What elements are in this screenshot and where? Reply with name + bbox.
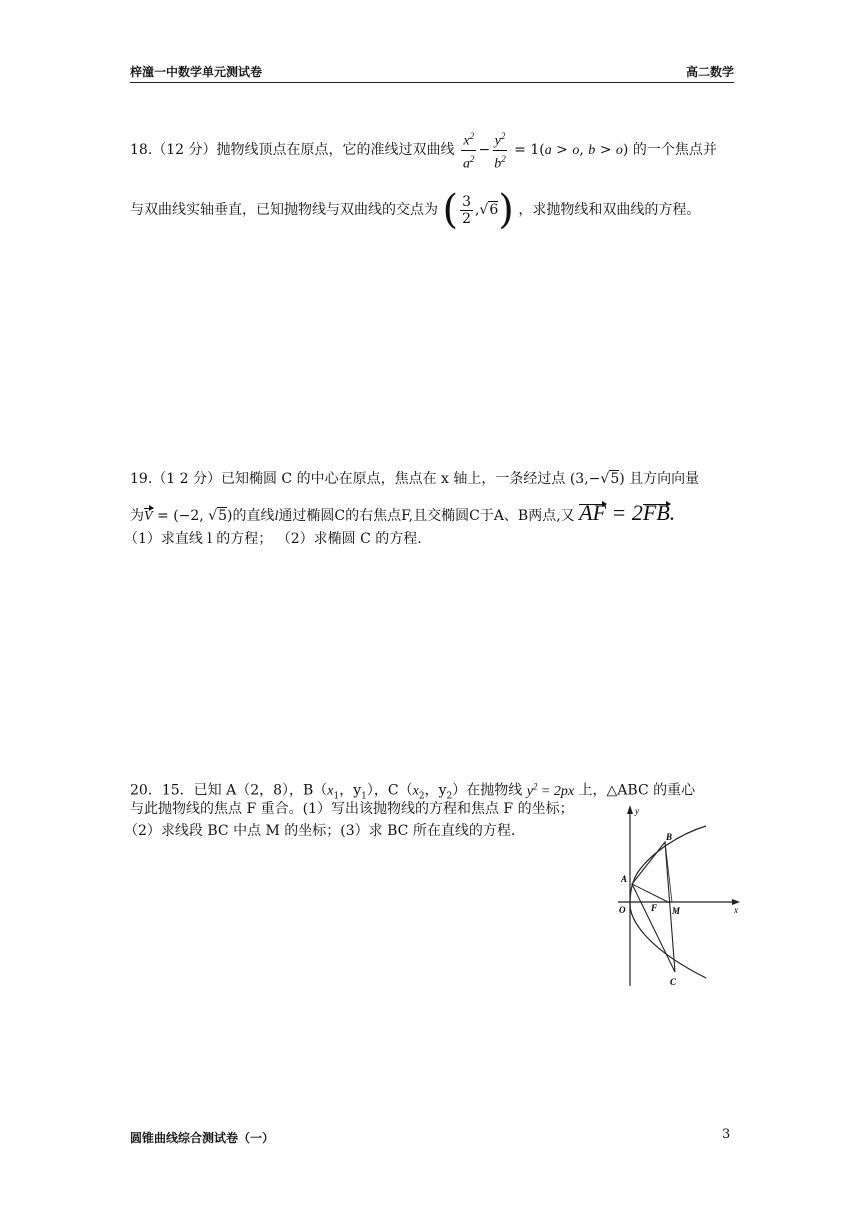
header-rule [130, 82, 734, 83]
q18-suffix: 的一个焦点并 [632, 142, 717, 159]
question-20-line-1: 20．15．已知 A（2，8），$B(x_1$，$y_1$），$C(x_2$，$y_2$）在抛物线 $y^2 = 2px$ 上，△ABC 的重心 [130, 781, 696, 802]
q20-mid2: ），C（ [366, 782, 413, 799]
q20-mid3: ，y [424, 782, 447, 799]
q19-line2-a: 为 [130, 508, 144, 524]
q18-line2-prefix: 与双曲线实轴垂直，已知抛物线与双曲线的交点为 [130, 202, 438, 218]
question-18-line-1 [130, 128, 717, 172]
parabola-figure [610, 800, 760, 990]
label-x: x [734, 905, 738, 915]
footer-left: 圆锥曲线综合测试卷（一） [130, 1131, 275, 1145]
vector-equation: AF = 2FB. [579, 500, 676, 525]
label-f: F [651, 903, 658, 913]
label-m: M [672, 906, 681, 916]
header-left: 梓潼一中数学单元测试卷 [130, 65, 263, 79]
question-20-line-2: 与此抛物线的焦点 F 重合。(1）写出该抛物线的方程和焦点 F 的坐标； [130, 801, 574, 817]
q20-suffix: 上，△ABC 的重心 [578, 782, 696, 799]
parabola-equation: $y^2 = 2px$ [526, 781, 575, 799]
q18-line2-suffix: ，求抛物线和双曲线的方程。 [518, 202, 701, 218]
label-y: y [635, 806, 639, 816]
question-19-line-3: （1）求直线 l 的方程； （2）求椭圆 C 的方程. [124, 531, 422, 547]
q18-prefix: 18.（12 分）抛物线顶点在原点，它的准线过双曲线 [130, 142, 455, 159]
header-right: 高二数学 [685, 65, 734, 79]
q20-prefix: 20．15．已知 A（2，8），B（ [130, 782, 328, 799]
median-line [632, 884, 670, 903]
hyperbola-equation: $\frac{x^2}{a^2}$ − $\frac{y^2}{b^2}$ = 1(a > o, b > o) [459, 142, 633, 158]
intersection-point: ( $\frac{3}{2}$ ,√6) [442, 187, 514, 233]
question-19-line-1 [130, 469, 699, 489]
q19-prefix: 19.（1 2 分）已知椭圆 C 的中心在原点，焦点在 x 轴上，一条经过点 [130, 471, 566, 487]
q20-mid1: ，y [339, 782, 362, 799]
label-a: A [621, 874, 628, 884]
q19-line2-c: 通过椭圆C的右焦点F,且交椭圆C于A、B两点,又 [278, 508, 575, 524]
page-number: 3 [722, 1127, 731, 1142]
q19-suffix: 且方向向量 [629, 471, 700, 487]
y-axis-arrow [627, 805, 633, 814]
label-c: C [670, 977, 677, 987]
q20-mid4: ）在抛物线 [452, 782, 523, 799]
question-19-line-2: 为V = (−2, √5)的直线l通过椭圆C的右焦点F,且交椭圆C于A、B两点,又 AF = 2FB. [130, 500, 676, 525]
question-20-line-3: （2）求线段 BC 中点 M 的坐标；(3）求 BC 所在直线的方程. [124, 823, 516, 839]
point-expression: (3,−√5) [569, 471, 625, 487]
label-o: O [619, 905, 626, 915]
question-18-line-2 [130, 187, 701, 233]
q19-line2-b: 的直线 [232, 508, 275, 524]
label-b: B [666, 832, 673, 842]
